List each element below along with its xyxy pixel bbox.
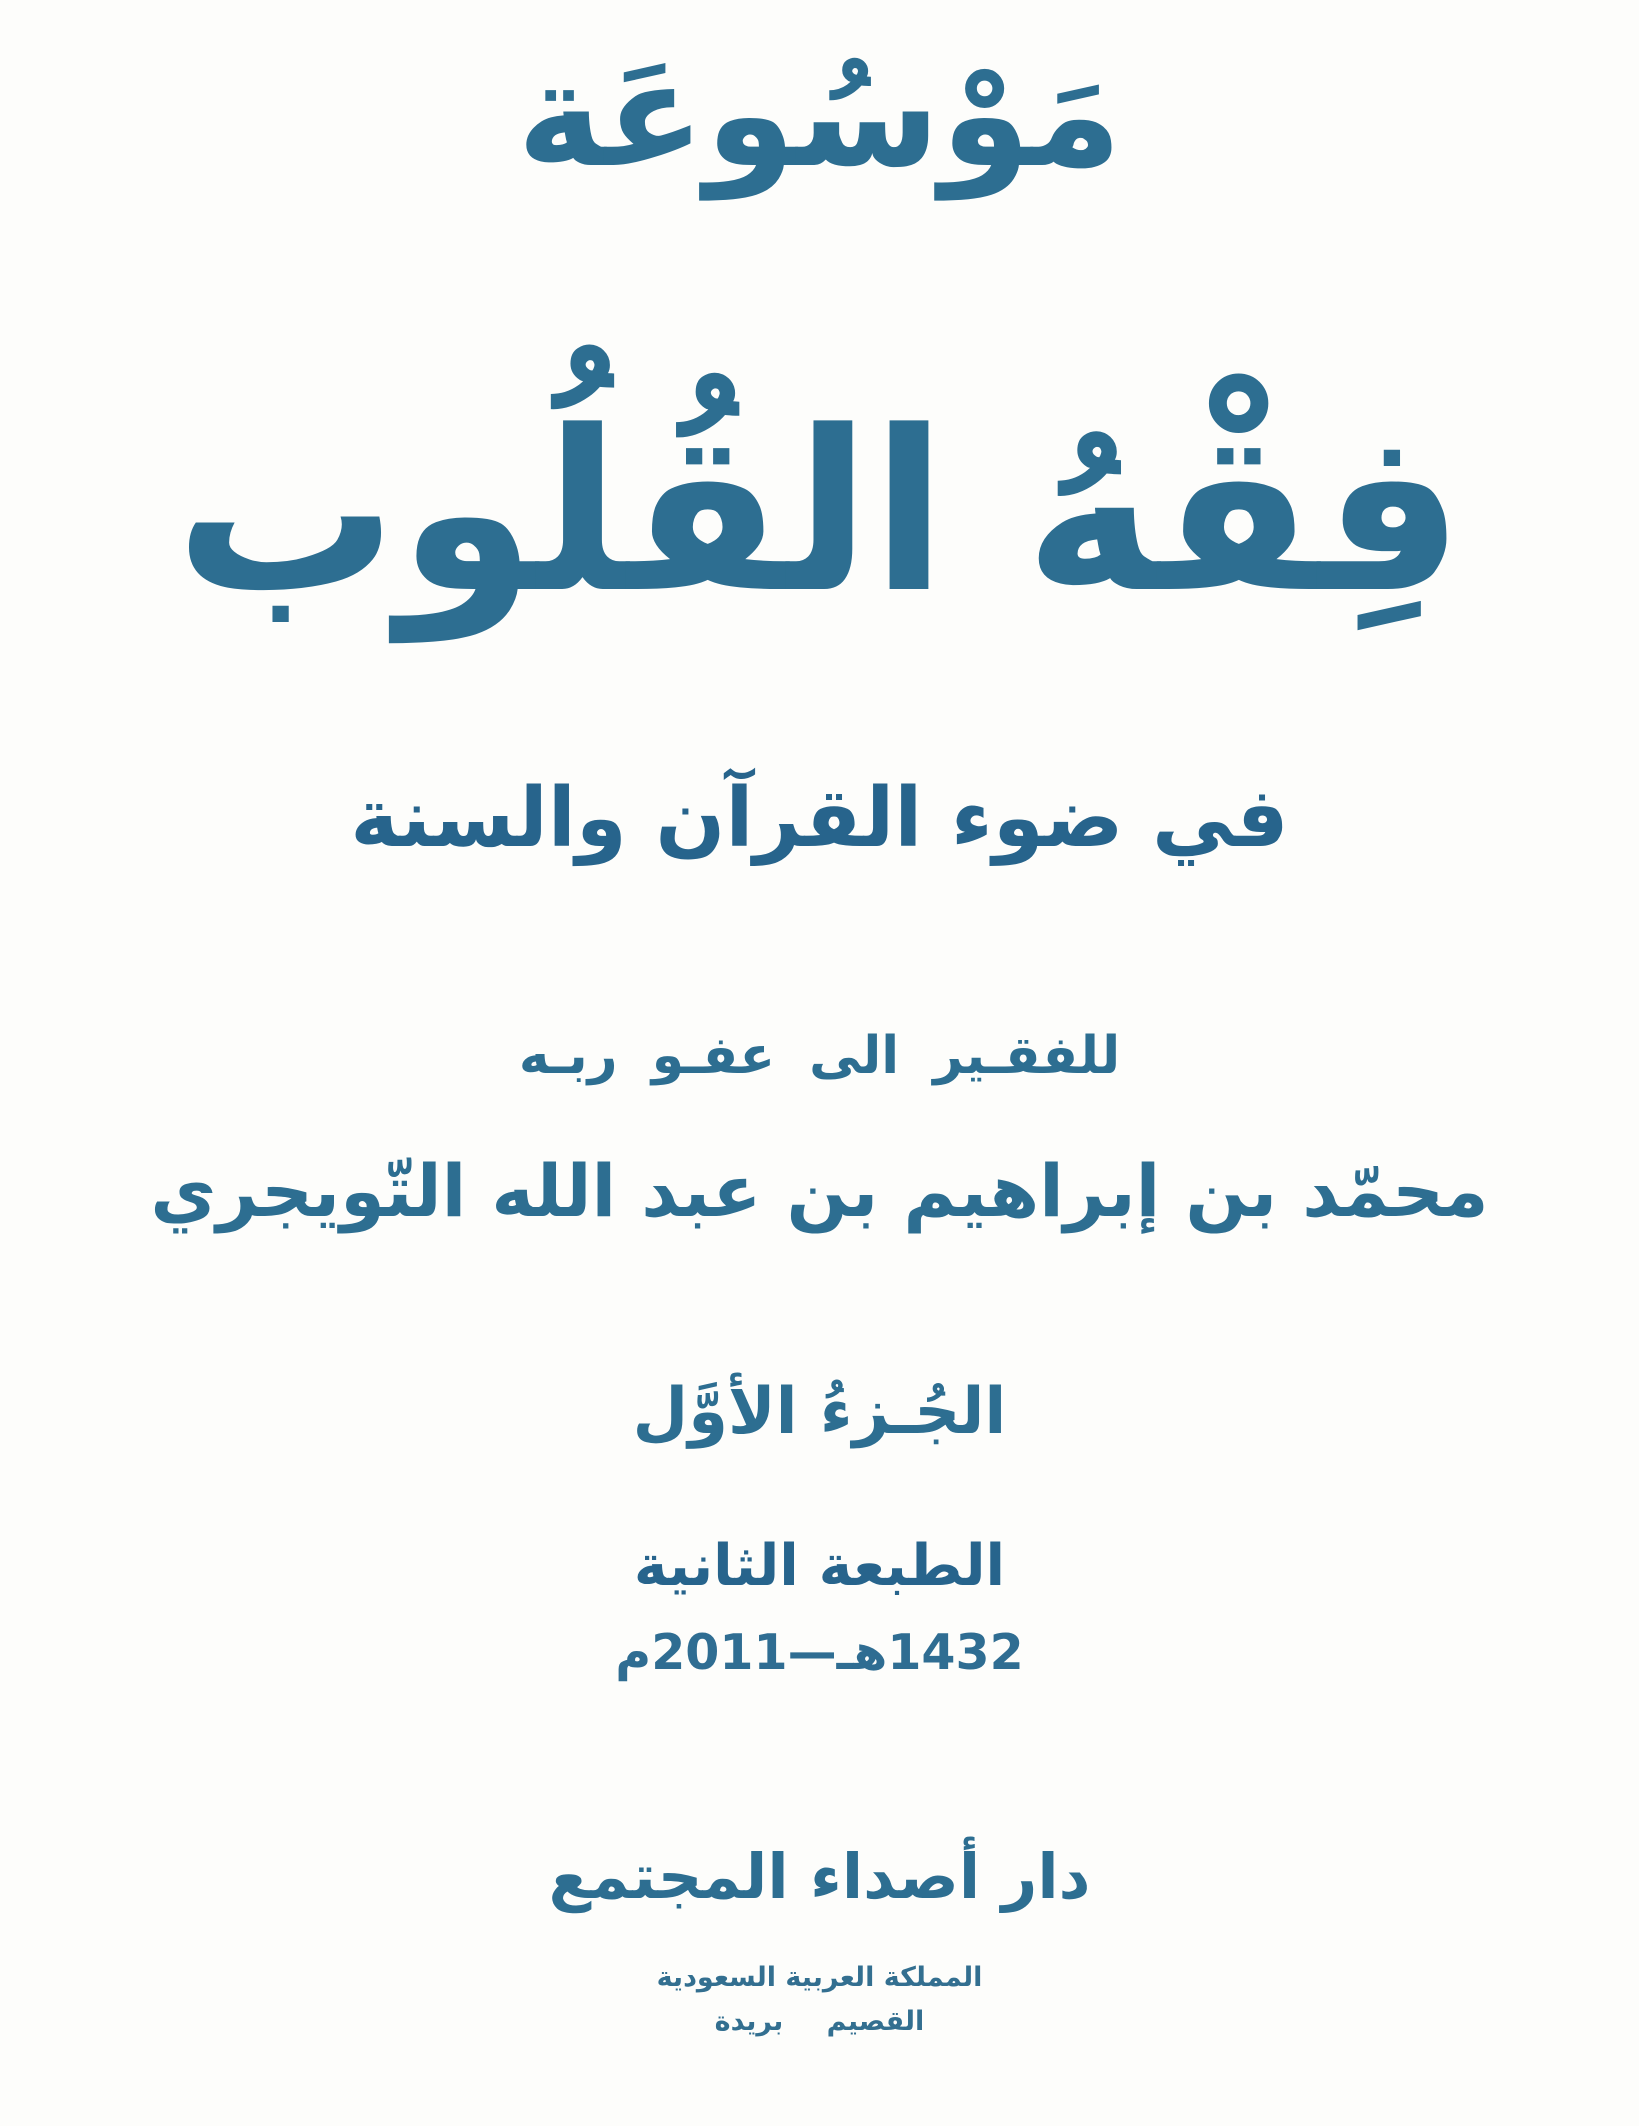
publisher-country: المملكة العربية السعودية — [656, 1962, 983, 1993]
book-subtitle: في ضوء القرآن والسنة — [350, 771, 1289, 866]
series-title: مَوْسُوعَة — [516, 30, 1123, 200]
publication-date: 1432هـ—2011م — [615, 1624, 1024, 1681]
author-name: محمّد بن إبراهيم بن عبد الله التّويجري — [150, 1149, 1489, 1233]
book-main-title: فِقْهُ القُلُوب — [174, 384, 1465, 642]
publisher-city: القصيم بريدة — [714, 2006, 925, 2037]
publisher-logo-text: دار أصداء المجتمع — [548, 1840, 1091, 1913]
author-dedication-line: للفقـير الى عفـو ربـه — [518, 1026, 1121, 1086]
volume-part-label: الجُـزءُ الأوَّل — [632, 1375, 1007, 1449]
edition-label: الطبعة الثانية — [633, 1533, 1006, 1599]
